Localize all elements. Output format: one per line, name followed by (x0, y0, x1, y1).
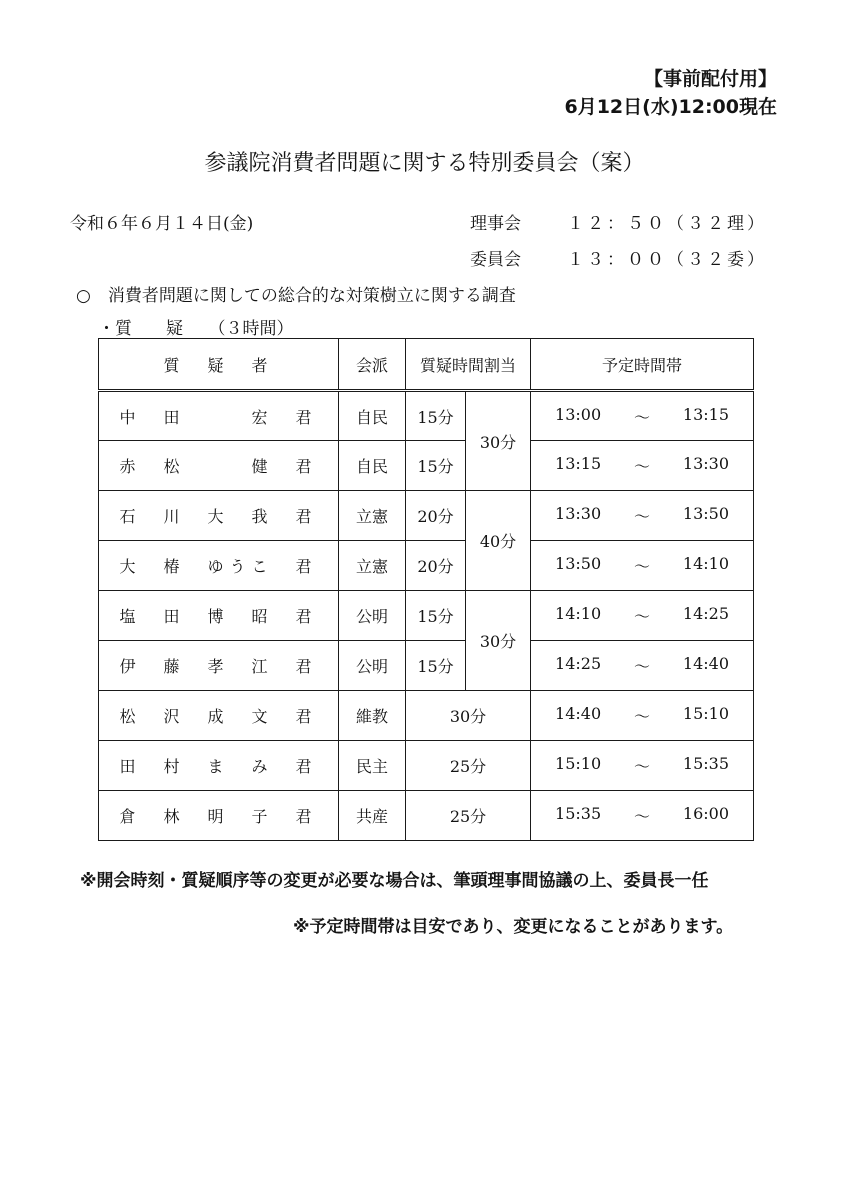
slot-end: 14:40 (682, 654, 729, 673)
questioner-name: 田 村 ま み 君 (99, 741, 339, 791)
questioning-subheading: ・質 疑 （３時間） (98, 319, 294, 339)
slot-end: 13:15 (682, 404, 729, 424)
allocated-minutes: 25分 (406, 741, 531, 791)
individual-minutes: 15分 (406, 591, 466, 641)
slot-start: 14:40 (555, 704, 602, 723)
document-title: 参議院消費者問題に関する特別委員会（案） (204, 151, 645, 176)
questioner-name: 倉 林 明 子 君 (99, 791, 339, 841)
slot-start: 13:00 (555, 404, 602, 424)
agenda-item: ○ 消費者問題に関しての総合的な対策樹立に関する調査 (76, 286, 516, 306)
individual-minutes: 20分 (406, 541, 466, 591)
slot-start: 13:15 (555, 454, 602, 473)
slot-separator: 〜 (634, 757, 651, 776)
column-header-questioner: 質 疑 者 (99, 339, 339, 391)
questioner-name: 赤 松 健 君 (99, 441, 339, 491)
column-header-allocation: 質疑時間割当 (406, 339, 531, 391)
slot-end: 14:10 (682, 554, 729, 573)
group-minutes: 40分 (466, 491, 531, 591)
table-row (99, 791, 754, 841)
questioner-name: 石 川 大 我 君 (99, 491, 339, 541)
questioning-schedule-table (98, 338, 754, 841)
table-row (99, 591, 754, 641)
group-minutes: 30分 (466, 391, 531, 491)
slot-end: 13:30 (682, 454, 729, 473)
slot-separator: 〜 (634, 607, 651, 626)
party-name: 自民 (339, 391, 406, 441)
individual-minutes: 15分 (406, 391, 466, 441)
distribution-note: 【事前配付用】 (643, 68, 777, 90)
party-name: 公明 (339, 641, 406, 691)
party-name: 民主 (339, 741, 406, 791)
table-row (99, 391, 754, 441)
slot-end: 14:25 (682, 604, 729, 623)
party-name: 自民 (339, 441, 406, 491)
party-name: 立憲 (339, 541, 406, 591)
meeting-date: 令和６年６月１４日(金) (70, 214, 254, 234)
slot-separator: 〜 (634, 657, 651, 676)
slot-start: 14:25 (555, 654, 602, 673)
slot-separator: 〜 (634, 457, 651, 476)
individual-minutes: 15分 (406, 641, 466, 691)
time-slot (531, 491, 754, 541)
table-header-row (99, 339, 754, 391)
table-row (99, 491, 754, 541)
individual-minutes: 15分 (406, 441, 466, 491)
party-name: 立憲 (339, 491, 406, 541)
questioner-name: 大 椿 ゆうこ 君 (99, 541, 339, 591)
time-slot (531, 591, 754, 641)
time-slot (531, 541, 754, 591)
slot-start: 15:10 (555, 754, 602, 773)
time-slot (531, 641, 754, 691)
slot-end: 15:35 (682, 754, 729, 773)
slot-separator: 〜 (634, 707, 651, 726)
slot-end: 13:50 (682, 504, 729, 523)
slot-start: 14:10 (555, 604, 602, 623)
slot-separator: 〜 (634, 407, 651, 427)
time-slot (531, 441, 754, 491)
table-row (99, 541, 754, 591)
time-slot (531, 691, 754, 741)
table-row (99, 641, 754, 691)
footnote-time-approximate: ※予定時間帯は目安であり、変更になることがあります。 (293, 917, 734, 937)
party-name: 維教 (339, 691, 406, 741)
column-header-time-slot: 予定時間帯 (531, 339, 754, 391)
table-row (99, 741, 754, 791)
slot-separator: 〜 (634, 807, 651, 826)
slot-end: 16:00 (682, 804, 729, 823)
table-row (99, 441, 754, 491)
committee-meeting-time: １３：００（３２委） (567, 250, 767, 270)
questioner-name: 松 沢 成 文 君 (99, 691, 339, 741)
questioner-name: 伊 藤 孝 江 君 (99, 641, 339, 691)
questioner-name: 塩 田 博 昭 君 (99, 591, 339, 641)
individual-minutes: 20分 (406, 491, 466, 541)
allocated-minutes: 30分 (406, 691, 531, 741)
slot-start: 13:30 (555, 504, 602, 523)
slot-separator: 〜 (634, 507, 651, 526)
time-slot (531, 741, 754, 791)
time-slot (531, 391, 754, 441)
board-meeting-time: １２：５０（３２理） (567, 214, 767, 234)
party-name: 公明 (339, 591, 406, 641)
time-slot (531, 791, 754, 841)
column-header-party: 会派 (339, 339, 406, 391)
committee-meeting-label: 委員会 (470, 250, 521, 270)
slot-start: 13:50 (555, 554, 602, 573)
slot-start: 15:35 (555, 804, 602, 823)
party-name: 共産 (339, 791, 406, 841)
table-row (99, 691, 754, 741)
allocated-minutes: 25分 (406, 791, 531, 841)
slot-end: 15:10 (682, 704, 729, 723)
board-meeting-label: 理事会 (470, 214, 521, 234)
slot-separator: 〜 (634, 557, 651, 576)
as-of-timestamp: 6月12日(水)12:00現在 (564, 96, 777, 118)
group-minutes: 30分 (466, 591, 531, 691)
footnote-order-change: ※開会時刻・質疑順序等の変更が必要な場合は、筆頭理事間協議の上、委員長一任 (80, 871, 709, 891)
questioner-name: 中 田 宏 君 (99, 391, 339, 441)
